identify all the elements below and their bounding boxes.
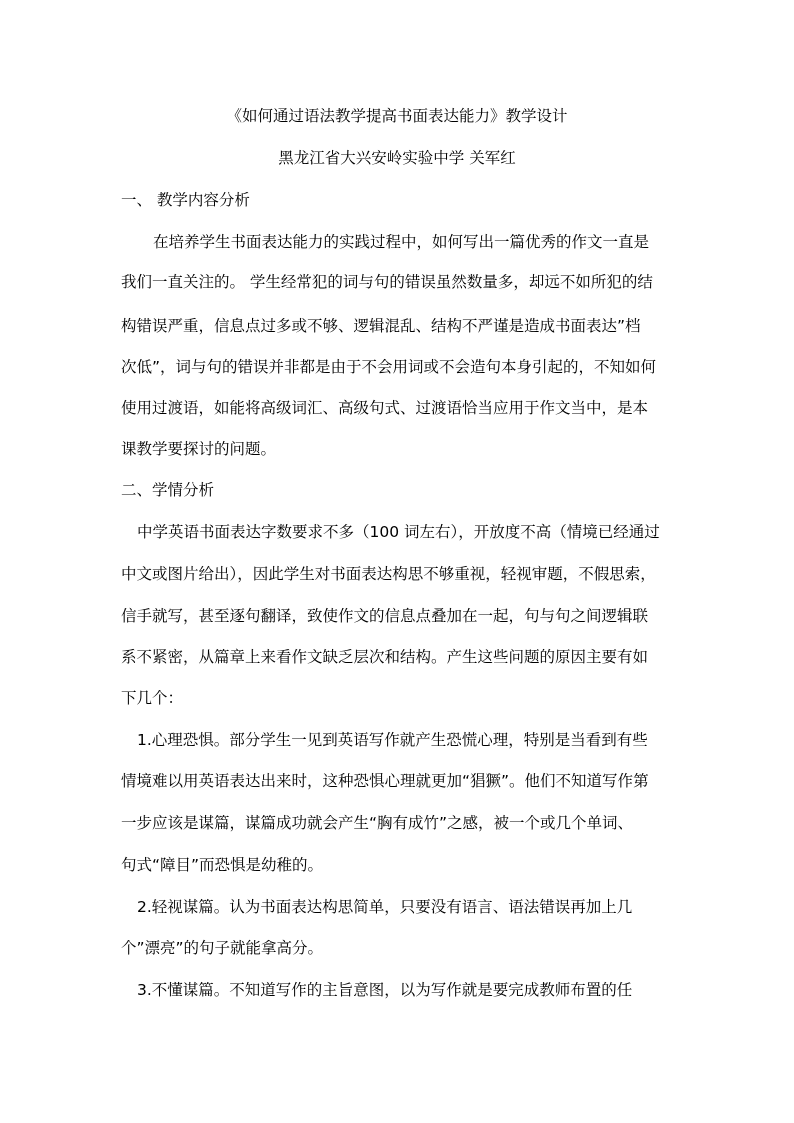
paragraph-line: 中文或图片给出），因此学生对书面表达构思不够重视，轻视审题，不假思索， (121, 565, 656, 583)
paragraph-line: 我们一直关注的。 学生经常犯的词与句的错误虽然数量多，却远不如所犯的结 (121, 273, 653, 291)
author-line: 黑龙江省大兴安岭实验中学 关军红 (278, 149, 516, 167)
paragraph-line: 构错误严重，信息点过多或不够、逻辑混乱、结构不严谨是造成书面表达”档 (121, 317, 641, 335)
list-item-line: 一步应该是谋篇，谋篇成功就会产生“胸有成竹”之感，被一个或几个单词、 (121, 814, 634, 832)
paragraph-line: 次低”，词与句的错误并非都是由于不会用词或不会造句本身引起的，不知如何 (121, 358, 657, 376)
paragraph-line: 在培养学生书面表达能力的实践过程中，如何写出一篇优秀的作文一直是 (153, 233, 650, 251)
document-title: 《如何通过语法教学提高书面表达能力》教学设计 (226, 107, 568, 125)
list-item-line: 2.轻视谋篇。认为书面表达构思简单，只要没有语言、语法错误再加上几 (137, 898, 633, 916)
list-item-line: 情境难以用英语表达出来时，这种恐惧心理就更加“猖獗”。他们不知道写作第 (121, 772, 649, 790)
section-heading-content-analysis: 一、 教学内容分析 (121, 191, 250, 209)
paragraph-line: 中学英语书面表达字数要求不多（100 词左右），开放度不高（情境已经通过 (137, 523, 660, 541)
list-item-line: 个”漂亮”的句子就能拿高分。 (121, 939, 324, 957)
paragraph-line: 课教学要探讨的问题。 (121, 440, 277, 458)
paragraph-line: 下几个： (121, 689, 184, 707)
paragraph-line: 信手就写，甚至逐句翻译，致使作文的信息点叠加在一起，句与句之间逻辑联 (121, 607, 649, 625)
list-item-line: 3.不懂谋篇。不知道写作的主旨意图，以为写作就是要完成教师布置的任 (137, 981, 633, 999)
paragraph-line: 系不紧密，从篇章上来看作文缺乏层次和结构。产生这些问题的原因主要有如 (121, 648, 649, 666)
section-heading-student-analysis: 二、学情分析 (121, 481, 215, 499)
list-item-line: 句式“障目”而恐惧是幼稚的。 (121, 856, 324, 874)
list-item-line: 1.心理恐惧。部分学生一见到英语写作就产生恐慌心理，特别是当看到有些 (137, 731, 648, 749)
paragraph-line: 使用过渡语，如能将高级词汇、高级句式、过渡语恰当应用于作文当中，是本 (121, 399, 649, 417)
